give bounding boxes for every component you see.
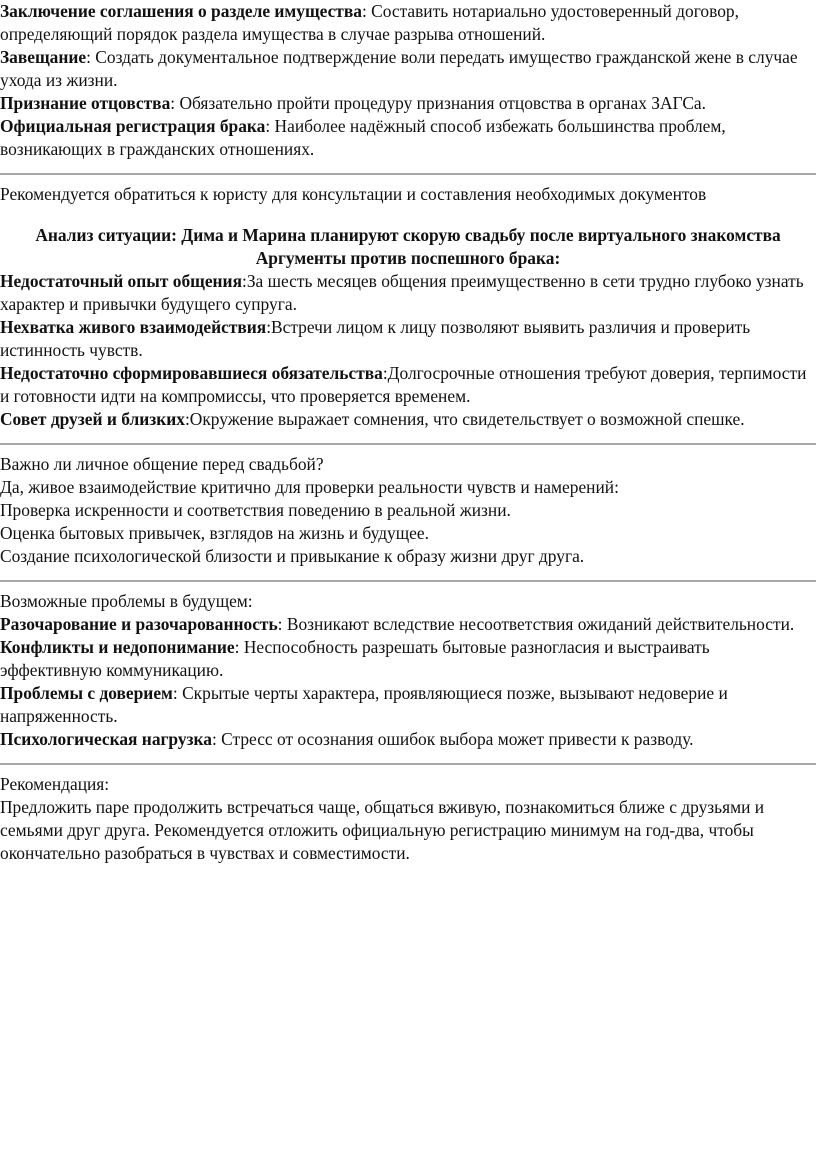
item-text: : Обязательно пройти процедуру признания отцовства в органах ЗАГСа. bbox=[170, 93, 706, 113]
item-term: Психологическая нагрузка bbox=[0, 729, 212, 749]
section-title: Анализ ситуации: Дима и Марина планируют скорую свадьбу после виртуального знакомства bbox=[35, 225, 781, 245]
item-text: :Окружение выражает сомнения, что свидетельствует о возможной спешке. bbox=[184, 409, 745, 429]
item-term: Недостаточно сформировавшиеся обязательства bbox=[0, 363, 383, 383]
question-line: Важно ли личное общение перед свадьбой? bbox=[0, 454, 324, 474]
item-term: Завещание bbox=[0, 47, 87, 67]
future-problems-section bbox=[0, 590, 816, 751]
item-term: Разочарование и разочарованность bbox=[0, 614, 278, 634]
situation-analysis-section bbox=[0, 224, 816, 431]
section-subtitle: Аргументы против поспешного брака: bbox=[255, 248, 561, 268]
item-text: : Составить нотариально удостоверенный договор, определяющий порядок раздела имущества в случае разрыва отношений. bbox=[0, 1, 739, 44]
answer-line: Создание психологической близости и привыкание к образу жизни друг друга. bbox=[0, 546, 585, 566]
answer-line: Да, живое взаимодействие критично для проверки реальности чувств и намерений: bbox=[0, 477, 619, 497]
list-item bbox=[0, 0, 816, 46]
list-item bbox=[0, 728, 816, 751]
item-term: Недостаточный опыт общения bbox=[0, 271, 242, 291]
item-text: : Возникают вследствие несоответствия ожиданий действительности. bbox=[277, 614, 795, 634]
legal-measures-section bbox=[0, 0, 816, 161]
item-text: :Встречи лицом к лицу позволяют выявить различия и проверить истинность чувств. bbox=[0, 317, 751, 360]
item-term: Совет друзей и близких bbox=[0, 409, 185, 429]
list-item bbox=[0, 316, 816, 362]
recommendation-section bbox=[0, 773, 816, 865]
item-term: Заключение соглашения о разделе имущества bbox=[0, 1, 362, 21]
item-text: : Наиболее надёжный способ избежать большинства проблем, возникающих в гражданских отношениях. bbox=[0, 116, 726, 159]
item-term: Конфликты и недопонимание bbox=[0, 637, 235, 657]
section-heading: Рекомендация: bbox=[0, 774, 110, 794]
item-term: Признание отцовства bbox=[0, 93, 171, 113]
list-item bbox=[0, 46, 816, 92]
answer-line: Оценка бытовых привычек, взглядов на жизнь и будущее. bbox=[0, 523, 429, 543]
item-text: : Стресс от осознания ошибок выбора может привести к разводу. bbox=[212, 729, 694, 749]
section-heading: Возможные проблемы в будущем: bbox=[0, 591, 253, 611]
list-item bbox=[0, 92, 816, 115]
answer-line: Проверка искренности и соответствия поведению в реальной жизни. bbox=[0, 500, 511, 520]
list-item bbox=[0, 682, 816, 728]
item-term: Проблемы с доверием bbox=[0, 683, 173, 703]
list-item bbox=[0, 613, 816, 636]
item-text: : Скрытые черты характера, проявляющиеся позже, вызывают недоверие и напряженность. bbox=[0, 683, 728, 726]
item-text: :Долгосрочные отношения требуют доверия, терпимости и готовности идти на компромиссы, что проверяется временем. bbox=[0, 363, 807, 406]
item-term: Официальная регистрация брака bbox=[0, 116, 266, 136]
list-item bbox=[0, 408, 816, 431]
personal-contact-section bbox=[0, 453, 816, 568]
list-item bbox=[0, 636, 816, 682]
list-item bbox=[0, 362, 816, 408]
item-text: : Неспособность разрешать бытовые разногласия и выстраивать эффективную коммуникацию. bbox=[0, 637, 710, 680]
list-item bbox=[0, 270, 816, 316]
item-term: Нехватка живого взаимодействия bbox=[0, 317, 267, 337]
lawyer-recommendation: Рекомендуется обратиться к юристу для консультации и составления необходимых документов bbox=[0, 184, 707, 204]
item-text: : Создать документальное подтверждение воли передать имущество гражданской жене в случае ухода из жизни. bbox=[0, 47, 798, 90]
item-text: :За шесть месяцев общения преимущественно в сети трудно глубоко узнать характер и привычки будущего супруга. bbox=[0, 271, 804, 314]
list-item bbox=[0, 115, 816, 161]
recommendation-text: Предложить паре продолжить встречаться чаще, общаться вживую, познакомиться ближе с друзьями и семьями друг друга. Рекомендуется отложить официальную регистрацию минимум на год-два, чтобы окончательно разобраться в чувствах и совместимости. bbox=[0, 797, 765, 863]
